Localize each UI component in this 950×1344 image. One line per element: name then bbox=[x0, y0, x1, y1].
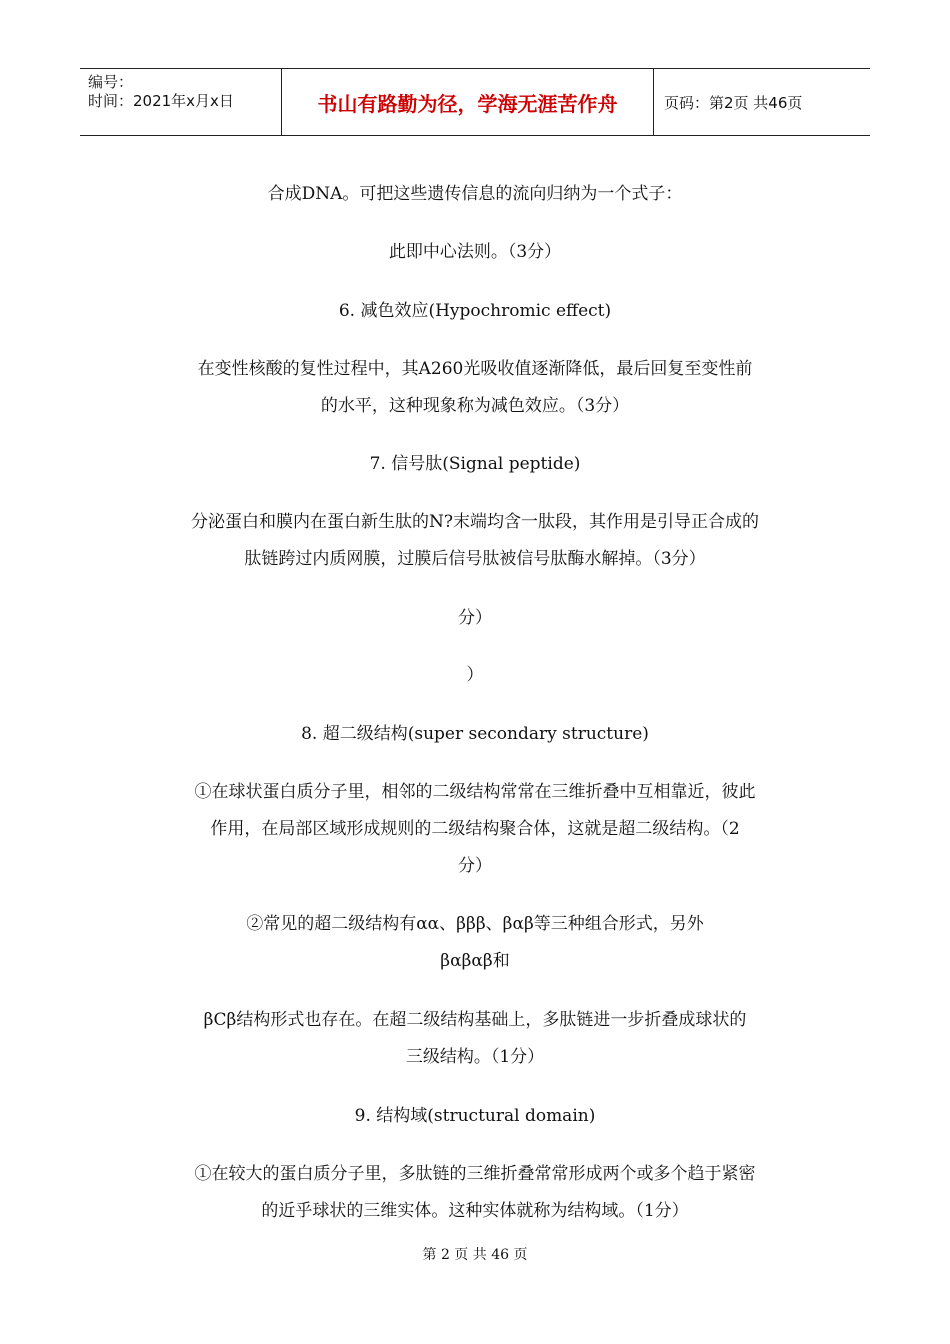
number-label: 编号： bbox=[88, 73, 134, 91]
header-motto-cell bbox=[282, 69, 654, 135]
body-line: 分） bbox=[458, 856, 492, 876]
header-meta bbox=[80, 69, 282, 135]
body-line: ） bbox=[466, 665, 484, 685]
header-page-info bbox=[654, 69, 870, 135]
time-label: 时间：2021年x月x日 bbox=[88, 92, 234, 110]
body-line: 合成DNA。可把这些遗传信息的流向归纳为一个式子： bbox=[267, 184, 683, 204]
body-line: 三级结构。（1分） bbox=[405, 1047, 545, 1067]
body-line: ①在较大的蛋白质分子里，多肽链的三维折叠常常形成两个或多个趋于紧密 bbox=[194, 1164, 756, 1184]
page-header bbox=[80, 68, 870, 136]
body-line: 的近乎球状的三维实体。这种实体就称为结构域。（1分） bbox=[261, 1201, 689, 1221]
section-heading: 6. 减色效应(Hypochromic effect) bbox=[338, 301, 612, 321]
motto: 书山有路勤为径，学海无涯苦作舟 bbox=[317, 91, 618, 116]
body-line: 的水平，这种现象称为减色效应。（3分） bbox=[320, 396, 630, 416]
page-footer: 第 2 页 共 46 页 bbox=[422, 1247, 528, 1263]
body-line: 分泌蛋白和膜内在蛋白新生肽的N?末端均含一肽段，其作用是引导正合成的 bbox=[191, 512, 759, 532]
body-line: ②常见的超二级结构有αα、βββ、βαβ等三种组合形式，另外 bbox=[246, 914, 704, 934]
body-line: ①在球状蛋白质分子里，相邻的二级结构常常在三维折叠中互相靠近，彼此 bbox=[194, 782, 756, 802]
body-line: βCβ结构形式也存在。在超二级结构基础上，多肽链进一步折叠成球状的 bbox=[203, 1010, 747, 1030]
body-line: 作用，在局部区域形成规则的二级结构聚合体，这就是超二级结构。（2 bbox=[210, 819, 740, 839]
section-heading: 8. 超二级结构(super secondary structure) bbox=[301, 724, 649, 744]
body-line: βαβαβ和 bbox=[440, 951, 510, 971]
body-line: 此即中心法则。（3分） bbox=[388, 242, 562, 262]
body-line: 在变性核酸的复性过程中，其A260光吸收值逐渐降低，最后回复至变性前 bbox=[197, 359, 753, 379]
body-line: 肽链跨过内质网膜，过膜后信号肽被信号肽酶水解掉。（3分） bbox=[244, 549, 706, 569]
section-heading: 7. 信号肽(Signal peptide) bbox=[369, 454, 581, 474]
page-info: 页码：第2页 共46页 bbox=[664, 93, 803, 112]
body-line: 分） bbox=[458, 608, 492, 628]
section-heading: 9. 结构域(structural domain) bbox=[354, 1106, 596, 1126]
